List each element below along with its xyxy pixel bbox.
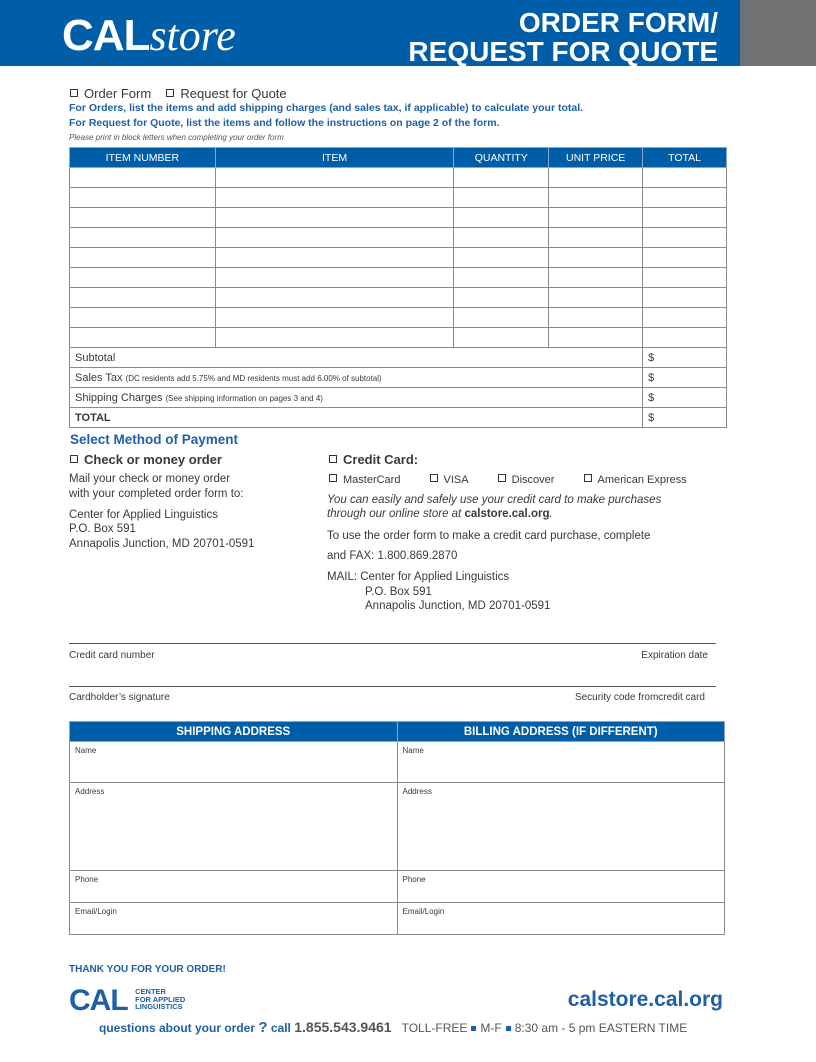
billing-phone-field[interactable]: Phone: [397, 871, 725, 903]
amex-checkbox[interactable]: [584, 474, 592, 482]
card-number-line[interactable]: [69, 643, 716, 644]
col-unit-price: UNIT PRICE: [549, 148, 643, 168]
online-store-text-1: You can easily and safely use your credit card to make purchases: [327, 494, 662, 506]
order-form-checkbox[interactable]: [70, 89, 78, 97]
check-address-1: Center for Applied Linguistics: [69, 509, 218, 521]
check-address-3: Annapolis Junction, MD 20701-0591: [69, 538, 255, 550]
visa-checkbox[interactable]: [430, 474, 438, 482]
billing-address-field[interactable]: Address: [397, 783, 725, 871]
quantity-cell[interactable]: [454, 208, 549, 228]
quote-label: Request for Quote: [180, 86, 287, 101]
shipping-row: [70, 388, 727, 408]
mastercard-checkbox[interactable]: [329, 474, 337, 482]
item-cell[interactable]: [215, 248, 454, 268]
payment-section-title: Select Method of Payment: [70, 432, 239, 447]
credit-card-checkbox[interactable]: [329, 455, 337, 463]
item-cell[interactable]: [215, 208, 454, 228]
item-cell[interactable]: [215, 228, 454, 248]
contact-line: questions about your order ? call 1.855.543.9461 TOLL-FREE M-F 8:30 am - 5 pm EASTERN TIME: [99, 1019, 688, 1036]
unit-price-cell[interactable]: [549, 188, 643, 208]
quantity-cell[interactable]: [454, 168, 549, 188]
unit-price-cell[interactable]: [549, 308, 643, 328]
mail-text-2: P.O. Box 591: [365, 586, 432, 598]
item-row: [70, 288, 727, 308]
header-gray-block: [740, 0, 816, 66]
card-number-label: Credit card number: [69, 650, 155, 661]
question-mark-icon: ?: [258, 1019, 268, 1036]
sales-tax-note: (DC residents add 5.75% and MD residents must add 6.00% of subtotal): [125, 373, 382, 383]
item-row: [70, 188, 727, 208]
total-cell[interactable]: [643, 308, 727, 328]
shipping-address-field[interactable]: Address: [70, 783, 398, 871]
fax-text-2: and FAX: 1.800.869.2870: [327, 550, 458, 562]
quantity-cell[interactable]: [454, 308, 549, 328]
signature-label: Cardholder’s signature: [69, 692, 170, 703]
online-store-text-2: through our online store at calstore.cal.org.: [327, 508, 553, 520]
phone-number[interactable]: 1.855.543.9461: [294, 1019, 392, 1035]
calstore-logo: CALstore: [62, 11, 236, 60]
quantity-cell[interactable]: [454, 228, 549, 248]
total-cell[interactable]: [643, 188, 727, 208]
unit-price-cell[interactable]: [549, 168, 643, 188]
subtotal-field[interactable]: $: [643, 348, 727, 368]
unit-price-cell[interactable]: [549, 328, 643, 348]
quantity-cell[interactable]: [454, 268, 549, 288]
mastercard-label: MasterCard: [343, 474, 401, 486]
item-cell[interactable]: [215, 168, 454, 188]
sales-tax-row: [70, 368, 727, 388]
quantity-cell[interactable]: [454, 188, 549, 208]
item-row: [70, 268, 727, 288]
item-number-cell[interactable]: [70, 308, 216, 328]
shipping-address-header: SHIPPING ADDRESS: [70, 722, 398, 742]
quantity-cell[interactable]: [454, 248, 549, 268]
total-cell[interactable]: [643, 268, 727, 288]
thank-you-text: THANK YOU FOR YOUR ORDER!: [69, 964, 226, 975]
cal-logo: CAL CENTER FOR APPLIED LINGUISTICS: [69, 984, 186, 1017]
order-form-label: Order Form: [84, 86, 152, 101]
unit-price-cell[interactable]: [549, 288, 643, 308]
card-type-options: [329, 474, 687, 486]
check-address-2: P.O. Box 591: [69, 523, 136, 535]
item-row: [70, 208, 727, 228]
shipping-phone-field[interactable]: Phone: [70, 871, 398, 903]
print-note: Please print in block letters when completing your order form: [69, 133, 284, 142]
total-cell[interactable]: [643, 248, 727, 268]
mail-text-3: Annapolis Junction, MD 20701-0591: [365, 600, 551, 612]
item-number-cell[interactable]: [70, 188, 216, 208]
unit-price-cell[interactable]: [549, 208, 643, 228]
unit-price-cell[interactable]: [549, 268, 643, 288]
item-number-cell[interactable]: [70, 168, 216, 188]
total-cell[interactable]: [643, 228, 727, 248]
unit-price-cell[interactable]: [549, 248, 643, 268]
sales-tax-label: Sales Tax (DC residents add 5.75% and MD residents must add 6.00% of subtotal): [70, 368, 643, 388]
quantity-cell[interactable]: [454, 288, 549, 308]
visa-label: VISA: [443, 474, 469, 486]
total-cell[interactable]: [643, 328, 727, 348]
subtotal-row: [70, 348, 727, 368]
total-cell[interactable]: [643, 168, 727, 188]
item-number-cell[interactable]: [70, 328, 216, 348]
quote-instructions: For Request for Quote, list the items and follow the instructions on page 2 of the form.: [69, 117, 500, 129]
subtotal-label: Subtotal: [70, 348, 643, 368]
check-instructions-2: with your completed order form to:: [69, 488, 244, 500]
item-cell[interactable]: [215, 268, 454, 288]
discover-label: Discover: [511, 474, 555, 486]
online-store-link[interactable]: calstore.cal.org: [464, 508, 550, 520]
fax-text-1: To use the order form to make a credit card purchase, complete: [327, 530, 651, 542]
shipping-name-field[interactable]: Name: [70, 742, 398, 783]
shipping-email-field[interactable]: Email/Login: [70, 903, 398, 935]
total-cell[interactable]: [643, 288, 727, 308]
item-number-cell[interactable]: [70, 228, 216, 248]
item-cell[interactable]: [215, 188, 454, 208]
form-type-options: [70, 86, 287, 101]
item-row: [70, 308, 727, 328]
orders-instructions: For Orders, list the items and add shipping charges (and sales tax, if applicable) to calculate your total.: [69, 102, 584, 114]
item-row: [70, 228, 727, 248]
item-cell[interactable]: [215, 308, 454, 328]
shipping-note: (See shipping information on pages 3 and 4): [165, 393, 323, 403]
discover-checkbox[interactable]: [498, 474, 506, 482]
shipping-label: Shipping Charges (See shipping information on pages 3 and 4): [70, 388, 643, 408]
total-field[interactable]: $: [643, 408, 727, 428]
item-cell[interactable]: [215, 288, 454, 308]
col-item: ITEM: [215, 148, 454, 168]
quote-checkbox[interactable]: [166, 89, 174, 97]
item-number-cell[interactable]: [70, 288, 216, 308]
address-table: [69, 721, 725, 935]
items-table: [69, 147, 727, 428]
billing-email-field[interactable]: Email/Login: [397, 903, 725, 935]
store-url-link[interactable]: calstore.cal.org: [567, 988, 723, 1011]
total-cell[interactable]: [643, 208, 727, 228]
billing-name-field[interactable]: Name: [397, 742, 725, 783]
item-number-cell[interactable]: [70, 208, 216, 228]
mail-text-1: MAIL: Center for Applied Linguistics: [327, 571, 510, 583]
col-total: TOTAL: [643, 148, 727, 168]
check-instructions-1: Mail your check or money order: [69, 473, 231, 485]
page-title: ORDER FORM/ REQUEST FOR QUOTE: [408, 7, 718, 67]
check-checkbox[interactable]: [70, 455, 78, 463]
security-code-label: Security code fromcredit card: [574, 692, 705, 703]
item-row: [70, 248, 727, 268]
bullet-icon: [506, 1026, 511, 1031]
credit-card-option: Credit Card:: [329, 453, 418, 468]
amex-label: American Express: [597, 474, 687, 486]
expiration-label: Expiration date: [641, 650, 708, 661]
item-number-cell[interactable]: [70, 248, 216, 268]
item-row: [70, 328, 727, 348]
item-row: [70, 168, 727, 188]
col-item-number: ITEM NUMBER: [70, 148, 216, 168]
total-label: TOTAL: [70, 408, 643, 428]
item-cell[interactable]: [215, 328, 454, 348]
total-row: [70, 408, 727, 428]
item-number-cell[interactable]: [70, 268, 216, 288]
unit-price-cell[interactable]: [549, 228, 643, 248]
billing-address-header: BILLING ADDRESS (IF DIFFERENT): [397, 722, 725, 742]
quantity-cell[interactable]: [454, 328, 549, 348]
sales-tax-field[interactable]: $: [643, 368, 727, 388]
check-option: Check or money order: [70, 453, 222, 468]
shipping-field[interactable]: $: [643, 388, 727, 408]
col-quantity: QUANTITY: [454, 148, 549, 168]
signature-line[interactable]: [69, 686, 716, 687]
bullet-icon: [471, 1026, 476, 1031]
